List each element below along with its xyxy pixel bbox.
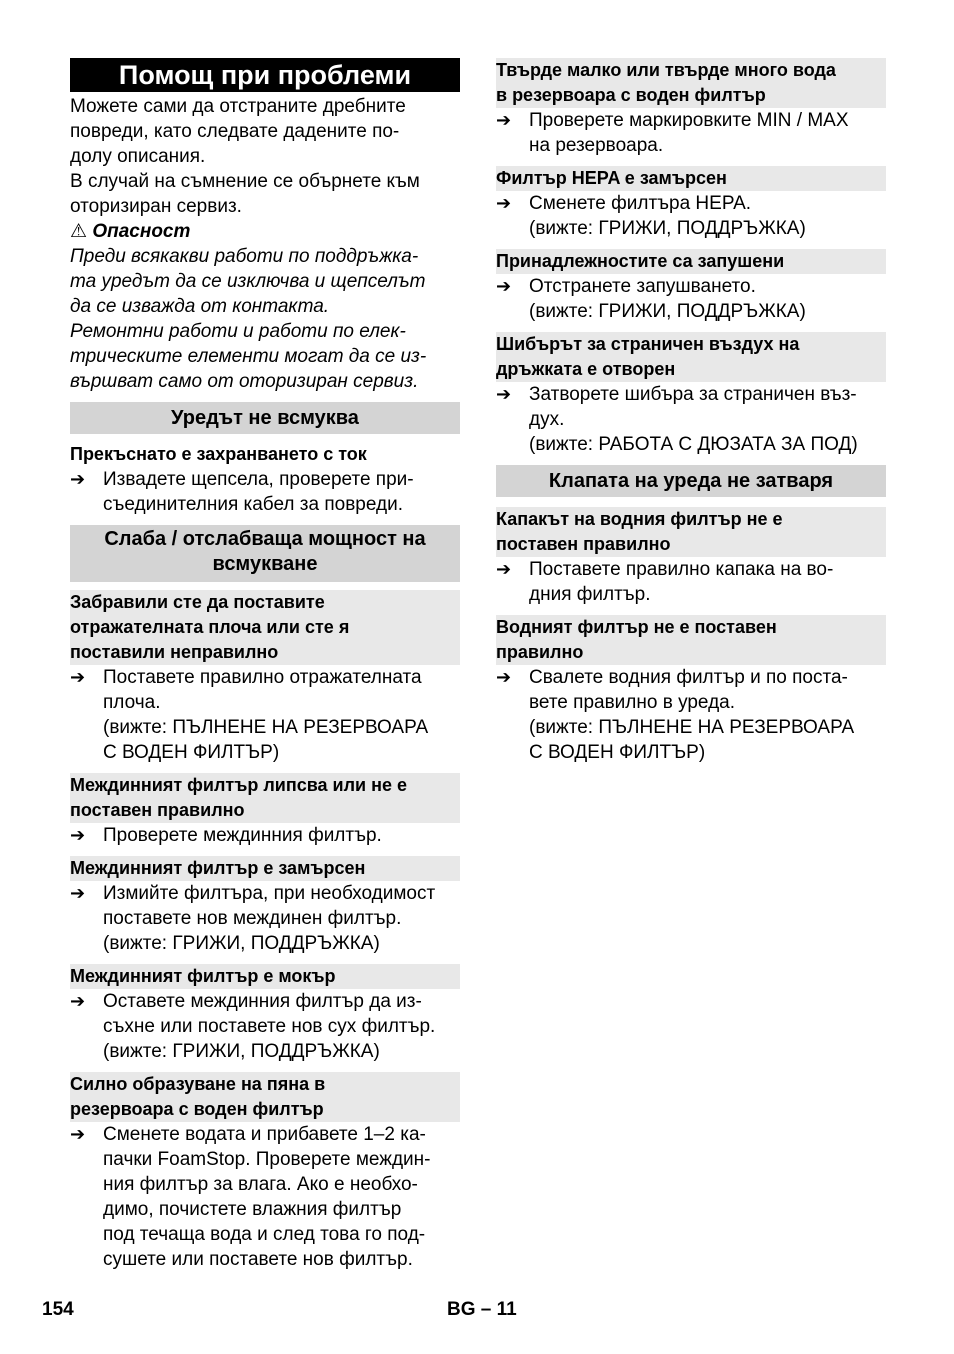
list-item: [70, 467, 460, 517]
subsection-heading: Междинният филтър липсва или не е поставен правилно: [70, 773, 460, 823]
arrow-icon: ➔: [70, 469, 86, 489]
item-text: Измийте филтъра, при необходимост поставете нов междинен филтър. (вижте: ГРИЖИ, ПОДДРЪЖКА): [103, 883, 436, 954]
arrow-icon: ➔: [70, 1124, 86, 1144]
item-text: Поставете правилно капака на во- дния филтър.: [529, 559, 834, 605]
item-text: Проверете маркировките MIN / MAX на резервоара.: [529, 110, 849, 156]
section-marker: BG – 11: [447, 1299, 517, 1320]
list-item: [70, 989, 460, 1064]
section-band-lid-not-closing: Клапата на уреда не затваря: [496, 465, 886, 497]
list-item: [70, 665, 460, 765]
list-item: [496, 557, 886, 607]
intro-paragraph-2: В случай на съмнение се обърнете към оторизиран сервиз.: [70, 171, 420, 217]
item-text: Сменете филтъра HEPA. (вижте: ГРИЖИ, ПОДДРЪЖКА): [529, 193, 806, 239]
subsection-heading: Капакът на водния филтър не е поставен правилно: [496, 507, 886, 557]
subsection-heading: Междинният филтър е мокър: [70, 964, 460, 989]
item-text: Поставете правилно отражателната плоча. (вижте: ПЪЛНЕНЕ НА РЕЗЕРВОАРА С ВОДЕН ФИЛТЪР): [103, 667, 429, 763]
list-item: [496, 191, 886, 241]
warning-icon: ⚠: [70, 221, 88, 242]
list-item: [70, 823, 460, 848]
list-item: [496, 665, 886, 765]
arrow-icon: ➔: [496, 276, 512, 296]
intro-paragraph-1: Можете сами да отстраните дребните повреди, като следвате дадените по- долу описания.: [70, 96, 406, 167]
item-text: Свалете водния филтър и по поста- вете правилно в уреда. (вижте: ПЪЛНЕНЕ НА РЕЗЕРВОАРА С ВОДЕН ФИЛТЪР): [529, 667, 855, 763]
subsection-heading: Силно образуване на пяна в резервоара с воден филтър: [70, 1072, 460, 1122]
arrow-icon: ➔: [496, 667, 512, 687]
item-text: Затворете шибъра за страничен въз- дух. (вижте: РАБОТА С ДЮЗАТА ЗА ПОД): [529, 384, 858, 455]
arrow-icon: ➔: [496, 193, 512, 213]
arrow-icon: ➔: [496, 559, 512, 579]
section-band-weak-suction: Слаба / отслабваща мощност на всмукване: [70, 525, 460, 582]
subsection-heading: Прекъснато е захранването с ток: [70, 444, 367, 464]
subsection-heading: Водният филтър не е поставен правилно: [496, 615, 886, 665]
subsection-heading: Междинният филтър е замърсен: [70, 856, 460, 881]
warning-heading: [70, 219, 460, 244]
item-text: Проверете междинния филтър.: [103, 825, 382, 846]
item-text: Извадете щепсела, проверете при- съединителния кабел за повреди.: [103, 469, 414, 515]
warning-text-1: Преди всякакви работи по поддръжка- та уредът да се изключва и щепселът да се изважда от контакта.: [70, 246, 426, 317]
left-column: [70, 58, 460, 1272]
arrow-icon: ➔: [70, 883, 86, 903]
subsection-heading: Забравили сте да поставите отражателната плоча или сте я поставили неправилно: [70, 590, 460, 665]
item-text: Сменете водата и прибавете 1–2 ка- пачки FoamStop. Проверете междин- ния филтър за влага. Ако е необхо- димо, почистете влажния филтър под течаща вода и след това го под- сушете или поставете нов филтър.: [103, 1124, 431, 1270]
arrow-icon: ➔: [70, 991, 86, 1011]
list-item: [70, 1122, 460, 1272]
page-number: 154: [42, 1299, 74, 1320]
arrow-icon: ➔: [496, 110, 512, 130]
list-item: [496, 108, 886, 158]
warning-text-2: Ремонтни работи и работи по елек- трическите елементи могат да се из- вършват само от оторизиран сервиз.: [70, 321, 427, 392]
arrow-icon: ➔: [70, 667, 86, 687]
subsection-heading: Филтър HEPA е замърсен: [496, 166, 886, 191]
subsection-heading: Принадлежностите са запушени: [496, 249, 886, 274]
warning-title: Опасност: [92, 221, 191, 242]
list-item: [496, 274, 886, 324]
section-band-no-suction: Уредът не всмуква: [70, 402, 460, 434]
arrow-icon: ➔: [496, 384, 512, 404]
item-text: Отстранете запушването. (вижте: ГРИЖИ, ПОДДРЪЖКА): [529, 276, 806, 322]
subsection-heading: Шибърът за страничен въздух на дръжката е отворен: [496, 332, 886, 382]
list-item: [496, 382, 886, 457]
page-title: Помощ при проблеми: [70, 58, 460, 92]
arrow-icon: ➔: [70, 825, 86, 845]
list-item: [70, 881, 460, 956]
subsection-heading: Твърде малко или твърде много вода в резервоара с воден филтър: [496, 58, 886, 108]
item-text: Оставете междинния филтър да из- съхне или поставете нов сух филтър. (вижте: ГРИЖИ, ПОДДРЪЖКА): [103, 991, 436, 1062]
right-column: [496, 58, 886, 765]
